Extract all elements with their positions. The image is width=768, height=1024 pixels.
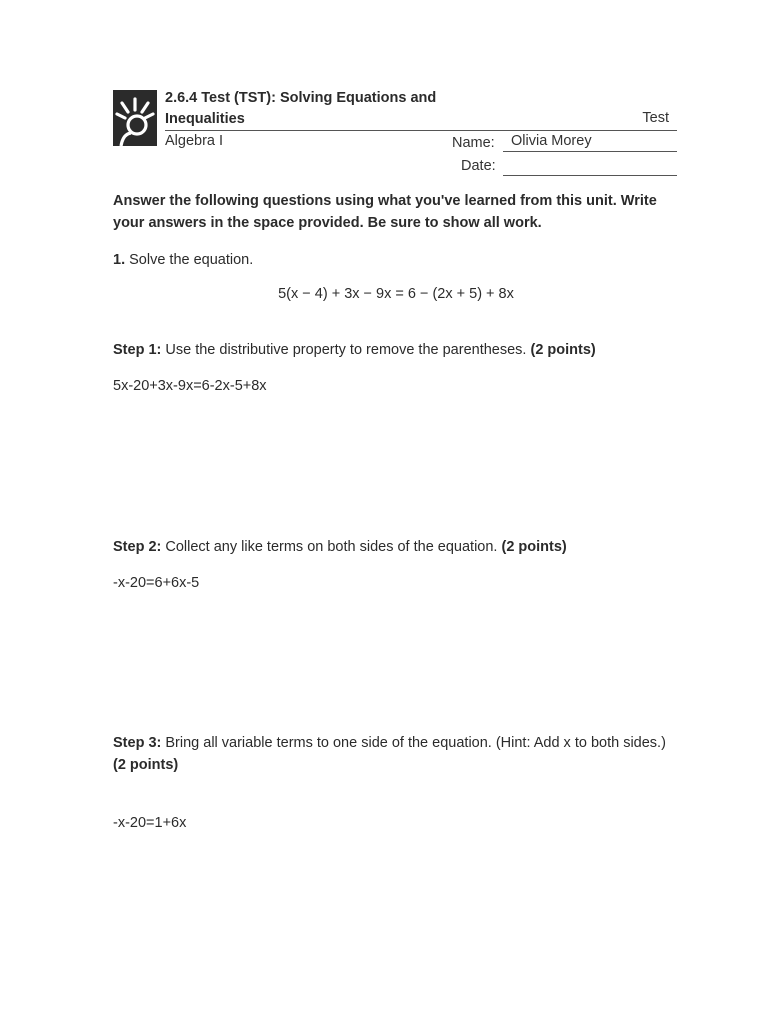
step-text: Collect any like terms on both sides of the equation. — [165, 539, 498, 555]
name-field[interactable]: Olivia Morey — [503, 133, 677, 152]
question-text: Solve the equation. — [129, 252, 254, 268]
step-2-answer[interactable]: -x-20=6+6x-5 — [113, 575, 200, 591]
header-divider — [165, 130, 677, 131]
step-1-prompt — [113, 339, 679, 361]
step-points: (2 points) — [530, 342, 596, 358]
worksheet-header — [113, 88, 677, 178]
step-3-answer[interactable]: -x-20=1+6x — [113, 815, 187, 831]
step-points: (2 points) — [501, 539, 567, 555]
step-2-prompt — [113, 536, 679, 558]
step-points: (2 points) — [113, 757, 179, 773]
question-1-prompt — [113, 249, 679, 271]
step-3-prompt — [113, 732, 679, 776]
step-label: Step 2: — [113, 539, 162, 555]
course-name: Algebra I — [165, 133, 224, 149]
date-field[interactable] — [503, 156, 677, 176]
question-equation: 5(x − 4) + 3x − 9x = 6 − (2x + 5) + 8x — [278, 286, 514, 302]
assessment-type-label: Test — [642, 110, 669, 126]
question-number: 1. — [113, 252, 126, 268]
step-text: Bring all variable terms to one side of the equation. (Hint: Add x to both sides.) — [165, 735, 666, 751]
name-label: Name: — [452, 135, 495, 151]
instructions-text: Answer the following questions using what you've learned from this unit. Write your answers in the space provided. Be sure to show all work. — [113, 193, 657, 231]
date-label: Date: — [461, 158, 496, 174]
step-text: Use the distributive property to remove the parentheses. — [165, 342, 527, 358]
step-1-answer[interactable]: 5x-20+3x-9x=6-2x-5+8x — [113, 378, 267, 394]
sunburst-head-logo-icon — [113, 90, 157, 146]
step-label: Step 3: — [113, 735, 162, 751]
step-label: Step 1: — [113, 342, 162, 358]
worksheet-title: 2.6.4 Test (TST): Solving Equations and Inequalities — [165, 90, 437, 127]
